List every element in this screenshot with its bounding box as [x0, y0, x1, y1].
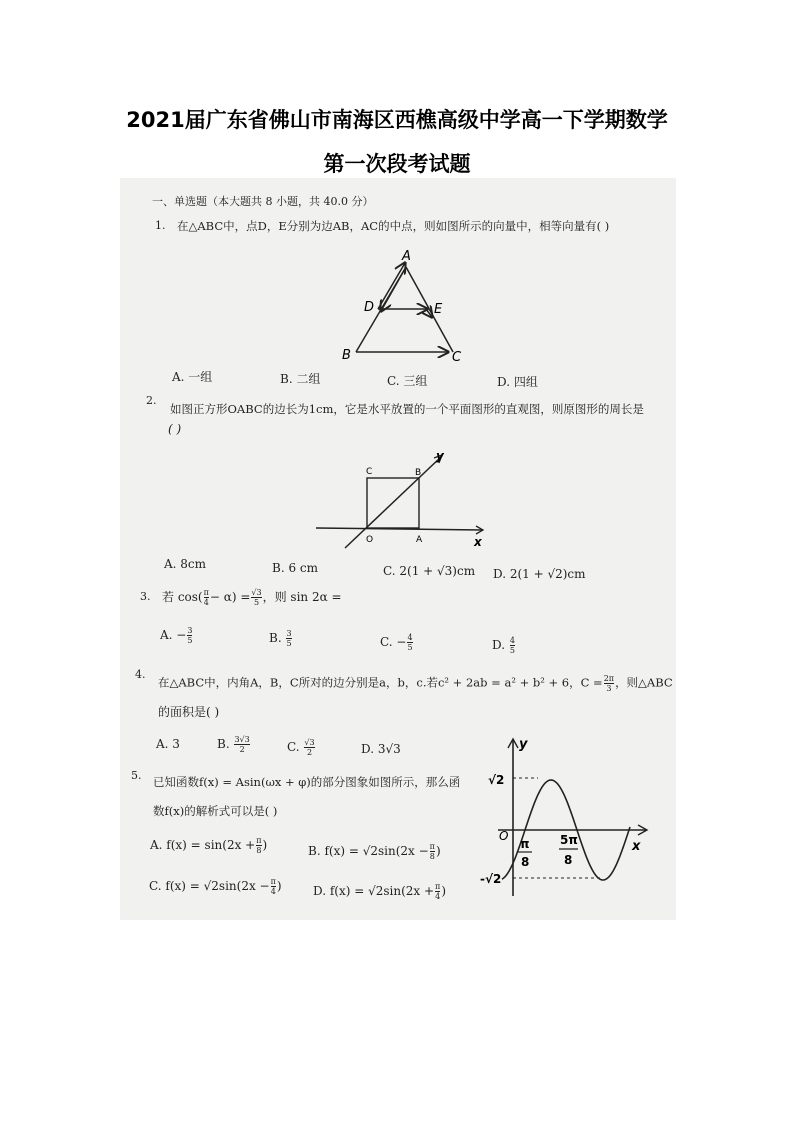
q4-option-a: A. 3 [156, 737, 180, 751]
q5-text-line1: 已知函数f(x) = Asin(ωx + φ)的部分图象如图所示，那么函 [153, 775, 461, 789]
q3-mid: − α) = [209, 590, 251, 604]
q5-label-sqrt2: √2 [488, 773, 505, 787]
q4-text-line2: 的面积是( ) [158, 705, 220, 719]
q4-number: 4. [135, 668, 146, 681]
q1-option-b: B. 二组 [280, 372, 321, 386]
document-title-line2: 第一次段考试题 [323, 152, 471, 176]
q2-label-O: O [366, 535, 374, 545]
q5-label-neg-sqrt2: -√2 [480, 872, 502, 886]
q1-label-E: E [434, 302, 443, 317]
q2-label-B: B [415, 468, 422, 478]
q5-option-d: D. f(x) = √2sin(2x + $\frac{\pi}{4}$ ) [313, 882, 446, 901]
q5-number: 5. [131, 769, 142, 782]
q1-text: 在△ABC中，点D，E分别为边AB，AC的中点，则如图所示的向量中，相等向量有( ) [177, 219, 610, 233]
q2-label-C: C [366, 467, 373, 477]
q2-label-y: y [436, 449, 444, 463]
q4-option-d: D. 3√3 [361, 742, 401, 756]
q2-text: 如图正方形OABC的边长为1cm，它是水平放置的一个平面图形的直观图，则原图形的周长是 [170, 402, 644, 416]
q1-option-c: C. 三组 [387, 374, 428, 388]
q4-option-b: B. $\frac{3√3}{2}$ [217, 735, 250, 754]
q2-number: 2. [146, 394, 157, 407]
q4-text-line1: 在△ABC中，内角A，B，C所对的边分别是a，b，c.若c² + 2ab = a² + b² + 6，C = $\frac{2\pi}{3}$ ，则△ABC [158, 674, 673, 693]
q1-label-C: C [452, 350, 462, 365]
q1-triangle-figure [330, 245, 480, 370]
q3-option-a: A. − $\frac{3}{5}$ [160, 626, 193, 645]
q2-square-figure [310, 448, 490, 553]
q2-option-b: B. 6 cm [272, 561, 318, 575]
q1-label-A: A [402, 249, 411, 264]
q2-paren: ( ) [168, 422, 182, 436]
section-heading: 一、单选题（本大题共 8 小题，共 40.0 分） [152, 195, 374, 208]
q3-option-c: C. − $\frac{4}{5}$ [380, 633, 413, 652]
q2-option-a: A. 8cm [164, 557, 207, 571]
q4-option-c: C. $\frac{√3}{2}$ [287, 738, 315, 757]
q3-expression [162, 588, 342, 607]
q1-number: 1. [155, 219, 166, 232]
q3-option-d: D. $\frac{4}{5}$ [492, 636, 515, 655]
q2-label-A: A [416, 535, 423, 545]
q3-number: 3. [140, 590, 151, 603]
document-title-line1: 2021届广东省佛山市南海区西樵高级中学高一下学期数学 [126, 108, 668, 132]
q5-text-line2: 数f(x)的解析式可以是( ) [153, 804, 278, 818]
q1-label-D: D [364, 300, 375, 315]
q5-label-origin: O [499, 829, 509, 843]
q5-option-a: A. f(x) = sin(2x + $\frac{\pi}{8}$ ) [150, 836, 268, 855]
q5-label-5pi8-num: 5π [560, 833, 578, 847]
q2-label-x: x [474, 535, 482, 549]
q1-option-a: A. 一组 [172, 370, 213, 384]
q3-frac-rhs: $\frac{√3}{5}$ [251, 588, 262, 607]
q5-label-y: y [519, 737, 528, 752]
q5-option-c: C. f(x) = √2sin(2x − $\frac{\pi}{4}$ ) [149, 877, 282, 896]
q1-label-B: B [342, 348, 351, 363]
q5-label-x: x [632, 839, 641, 854]
q5-label-pi8-den: 8 [521, 855, 530, 869]
q5-label-5pi8-den: 8 [564, 853, 573, 867]
q2-option-d: D. 2(1 + √2)cm [493, 567, 586, 581]
q3-frac-pi4: $\frac{\pi}{4}$ [203, 588, 209, 607]
q2-option-c: C. 2(1 + √3)cm [383, 564, 476, 578]
q3-option-b: B. $\frac{3}{5}$ [269, 629, 292, 648]
q1-option-d: D. 四组 [497, 375, 538, 389]
q5-sine-graph [478, 736, 653, 906]
q3-post: ，则 sin 2α = [262, 590, 342, 604]
q5-option-b: B. f(x) = √2sin(2x − $\frac{\pi}{8}$ ) [308, 842, 441, 861]
q3-pre: 若 cos( [162, 590, 203, 604]
q5-label-pi8-num: π [520, 837, 530, 851]
